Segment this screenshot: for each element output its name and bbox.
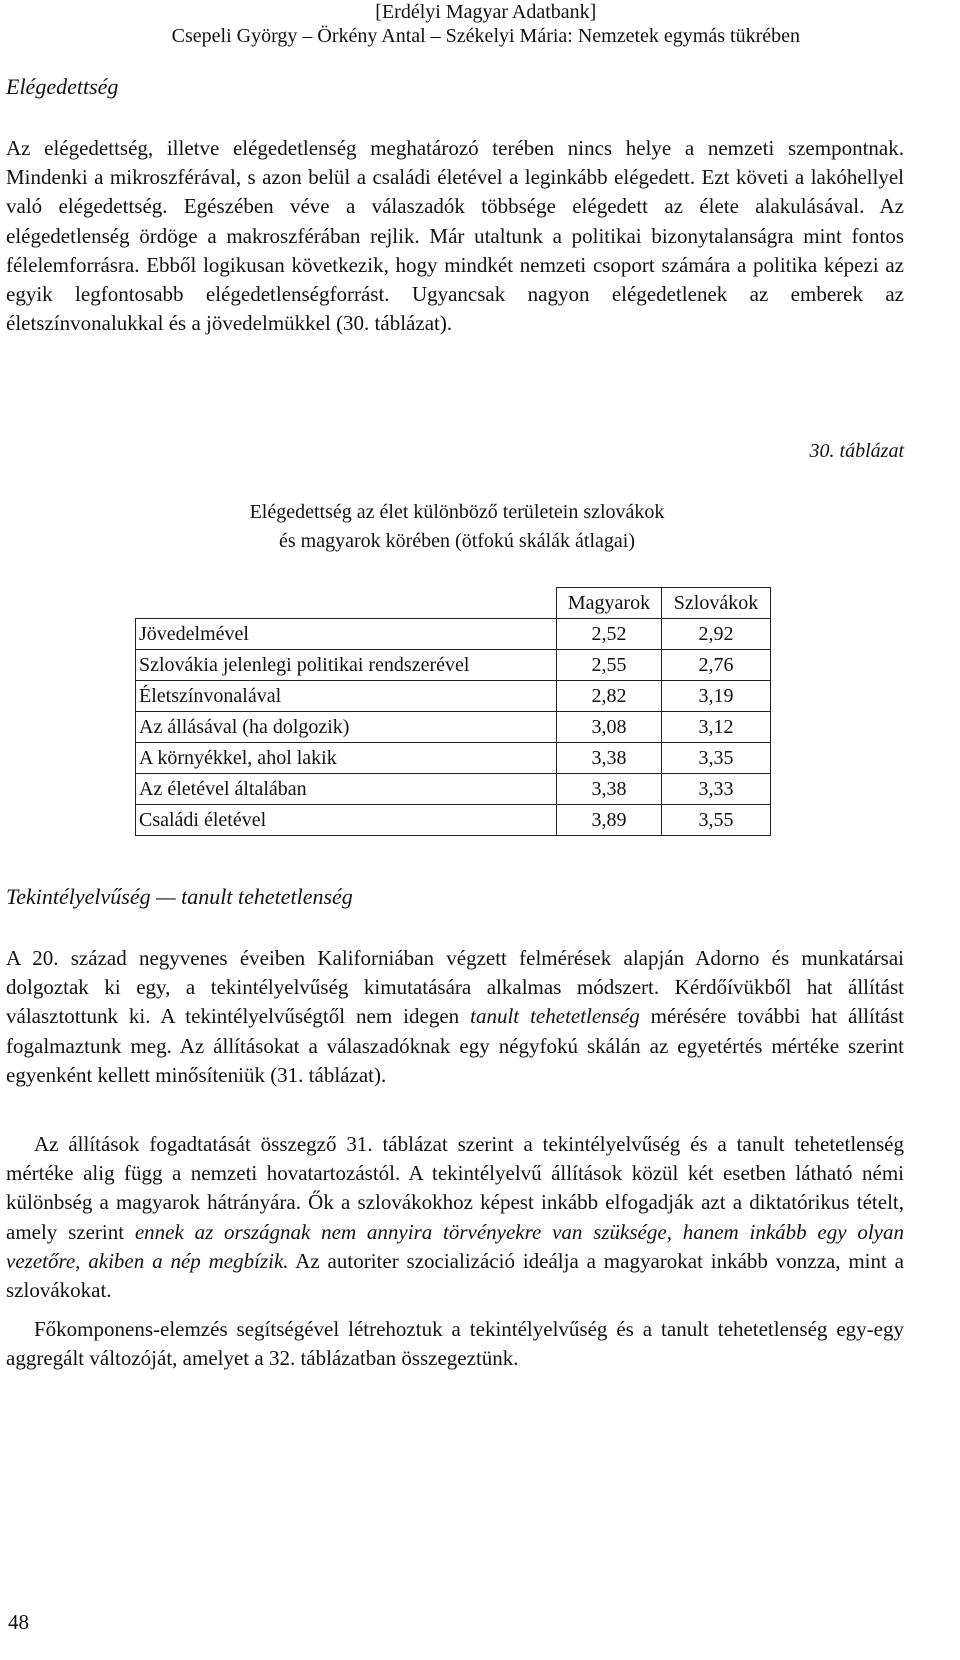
section-title-elegedettseg: Elégedettség — [6, 74, 119, 99]
row-label: Az életével általában — [136, 774, 557, 805]
value-magyarok: 2,82 — [557, 681, 662, 712]
page-header — [172, 0, 800, 48]
row-label: A környékkel, ahol lakik — [136, 743, 557, 774]
table-row — [136, 774, 771, 805]
value-magyarok: 3,38 — [557, 743, 662, 774]
paragraph-adorno — [6, 944, 904, 1090]
section-title-tekintelyelvuseg: Tekintélyelvűség — tanult tehetetlenség — [6, 884, 353, 909]
table-row — [136, 650, 771, 681]
value-szlovakok: 3,19 — [662, 681, 771, 712]
satisfaction-table — [135, 587, 771, 836]
value-szlovakok: 3,55 — [662, 805, 771, 836]
paragraph-text: Az állítások fogadtatását összegző 31. táblázat szerint a tekintélyelvűség és a tanult tehetetlenség mértéke alig függ a nemzeti hovatartozástól. A tekintélyelvű állítások közül két esetben látható némi különbség a magyarok hátrányára. Ők a szlovákokhoz képest inkább elfogadják azt a diktatórikus tételt, amely szerint — [6, 1132, 904, 1244]
table-caption-line2: és magyarok körében (ötfokú skálák átlagai) — [279, 530, 635, 552]
row-label: Az állásával (ha dolgozik) — [136, 712, 557, 743]
header-authors-title: Csepeli György – Örkény Antal – Székelyi Mária: Nemzetek egymás tükrében — [171, 25, 800, 47]
paragraph-text: A 20. század negyvenes éveiben Kaliforniában végzett felmérések alapján Adorno és munkatársai dolgoztak ki egy, a tekintélyelvűség kimutatására alkalmas módszert. Kérdőívükből hat állítást választottunk ki. A tekintélyelvűségtől nem idegen — [6, 946, 904, 1029]
value-magyarok: 2,52 — [557, 619, 662, 650]
row-label: Szlovákia jelenlegi politikai rendszerével — [136, 650, 557, 681]
emphasis-text: ennek az országnak nem annyira törvényekre van szüksége, hanem inkább egy olyan vezetőre, akiben a nép megbízik. — [6, 1219, 904, 1273]
value-szlovakok: 3,12 — [662, 712, 771, 743]
table-row — [136, 681, 771, 712]
value-szlovakok: 3,33 — [662, 774, 771, 805]
emphasis-text: tanult tehetetlenség — [470, 1004, 640, 1029]
value-magyarok: 3,89 — [557, 805, 662, 836]
value-szlovakok: 3,35 — [662, 743, 771, 774]
table-header-row — [136, 588, 771, 619]
column-header-szlovakok: Szlovákok — [662, 588, 771, 619]
table-row — [136, 805, 771, 836]
paragraph-text: Az autoriter szocializáció ideálja a magyarokat inkább vonzza, mint a szlovákokat. — [6, 1248, 904, 1303]
paragraph-fokomponens: Főkomponens-elemzés segítségével létrehoztuk a tekintélyelvűség és a tanult tehetetlenség egy-egy aggregált változóját, amelyet a 32. táblázatban összegeztünk. — [6, 1317, 904, 1371]
value-szlovakok: 2,92 — [662, 619, 771, 650]
table-row — [136, 743, 771, 774]
column-header-magyarok: Magyarok — [557, 588, 662, 619]
row-label: Életszínvonalával — [136, 681, 557, 712]
value-magyarok: 2,55 — [557, 650, 662, 681]
table-row — [136, 619, 771, 650]
table-number: 30. táblázat — [809, 440, 904, 462]
paragraph-text: mérésére további hat állítást fogalmaztunk meg. Az állításokat a válaszadóknak egy négyfokú skálán az egyetértés mértéke szerint egyenként kellett minősíteniük (31. táblázat). — [6, 1004, 904, 1087]
paragraph-elegedettseg: Az elégedettség, illetve elégedetlenség meghatározó terében nincs helye a nemzeti szempontnak. Mindenki a mikroszférával, s azon belül a családi életével a leginkább elégedett. Ezt követi a lakóhellyel való elégedettség. Egészében véve a válaszadók többsége elégedett az élete alakulásával. Az elégedetlenség ördöge a makroszférában rejlik. Már utaltunk a politikai bizonytalanságra mint fontos félelemforrásra. Ebből logikusan következik, hogy mindkét nemzeti csoport számára a politika képezi az egyik legfontosabb elégedetlenségforrást. Ugyancsak nagyon elégedetlenek az emberek az életszínvonalukkal és a jövedelmükkel (30. táblázat). — [6, 136, 904, 336]
paragraph-31-tablazat — [6, 1130, 904, 1305]
table-row — [136, 712, 771, 743]
value-szlovakok: 2,76 — [662, 650, 771, 681]
value-magyarok: 3,38 — [557, 774, 662, 805]
table-caption — [210, 498, 704, 556]
row-label: Jövedelmével — [136, 619, 557, 650]
header-source: [Erdélyi Magyar Adatbank] — [375, 1, 597, 23]
row-label: Családi életével — [136, 805, 557, 836]
table-caption-line1: Elégedettség az élet különböző területein szlovákok — [249, 501, 665, 523]
value-magyarok: 3,08 — [557, 712, 662, 743]
table-corner-cell — [136, 588, 557, 619]
page-number: 48 — [8, 1610, 29, 1634]
